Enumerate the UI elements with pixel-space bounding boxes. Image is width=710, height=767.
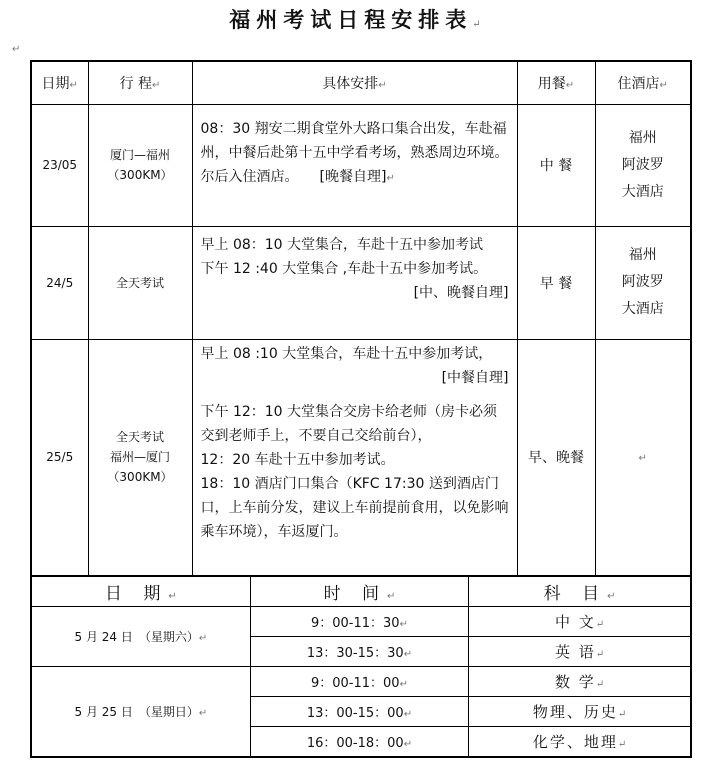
- row-date: 23/05: [31, 104, 88, 226]
- exam-header-row: [31, 576, 691, 607]
- header-trip: 行 程↵: [88, 61, 192, 104]
- exam-subject: 中 文↵: [469, 607, 691, 637]
- row-hotel: 福州 阿波罗 大酒店: [595, 226, 691, 339]
- row-detail: 早上 08 :10 大堂集合，车赴十五中参加考试， [中餐自理] 下午 12：10 大堂集合交房卡给老师（房卡必须交到老师手上，不要自己交给前台）， 12：20 车赴十五中参加考试。 18：10 酒店门口集合（KFC 17:30 送到酒店门口，上车前分发，建议上车前提前食用，以免影响乘车环境），车返厦门。: [192, 339, 517, 576]
- itinerary-row-day2: [31, 226, 691, 339]
- header-date: 日期↵: [31, 61, 88, 104]
- exam-header-date: 日 期↵: [31, 576, 250, 607]
- header-hotel: 住酒店↵: [595, 61, 691, 104]
- header-detail: 具体安排↵: [192, 61, 517, 104]
- row-hotel: 福州 阿波罗 大酒店: [595, 104, 691, 226]
- exam-header-subject: 科 目↵: [469, 576, 691, 607]
- exam-subject: 数 学↵: [469, 667, 691, 697]
- row-date: 24/5: [31, 226, 88, 339]
- row-trip: 全天考试 福州—厦门 （300KM）: [88, 339, 192, 576]
- itinerary-row-day3: [31, 339, 691, 576]
- exam-time: 13：30-15：30↵: [250, 637, 468, 667]
- exam-subject: 化学、地理↵: [469, 727, 691, 758]
- exam-subject: 物理、历史↵: [469, 697, 691, 727]
- exam-time: 9：00-11：00↵: [250, 667, 468, 697]
- exam-time: 16：00-18：00↵: [250, 727, 468, 758]
- page-title: 福州考试日程安排表↵: [229, 7, 481, 32]
- exam-row: [31, 667, 691, 697]
- exam-header-time: 时 间↵: [250, 576, 468, 607]
- exam-date: 5 月 25 日 （星期日）↵: [31, 667, 250, 758]
- row-meal: 中 餐: [517, 104, 595, 226]
- row-meal: 早 餐: [517, 226, 595, 339]
- row-date: 25/5: [31, 339, 88, 576]
- exam-table: [30, 575, 692, 758]
- itinerary-header-row: [31, 61, 691, 104]
- row-hotel-empty: ↵: [595, 339, 691, 576]
- exam-time: 9：00-11：30↵: [250, 607, 468, 637]
- itinerary-row-day1: [31, 104, 691, 226]
- row-trip: 全天考试: [88, 226, 192, 339]
- paragraph-mark: ↵: [12, 44, 21, 55]
- row-detail: 早上 08：10 大堂集合，车赴十五中参加考试 下午 12 :40 大堂集合 ,车赴十五中参加考试。 [中、晚餐自理]: [192, 226, 517, 339]
- exam-time: 13：00-15：00↵: [250, 697, 468, 727]
- exam-subject: 英 语↵: [469, 637, 691, 667]
- exam-date: 5 月 24 日 （星期六）↵: [31, 607, 250, 667]
- exam-row: [31, 607, 691, 637]
- row-detail: 08：30 翔安二期食堂外大路口集合出发，车赴福州，中餐后赴第十五中学看考场，熟悉周边环境。尔后入住酒店。 [晚餐自理]↵: [192, 104, 517, 226]
- row-meal: 早、晚餐: [517, 339, 595, 576]
- header-meal: 用餐↵: [517, 61, 595, 104]
- itinerary-table: [30, 60, 692, 577]
- row-trip: 厦门—福州 （300KM）: [88, 104, 192, 226]
